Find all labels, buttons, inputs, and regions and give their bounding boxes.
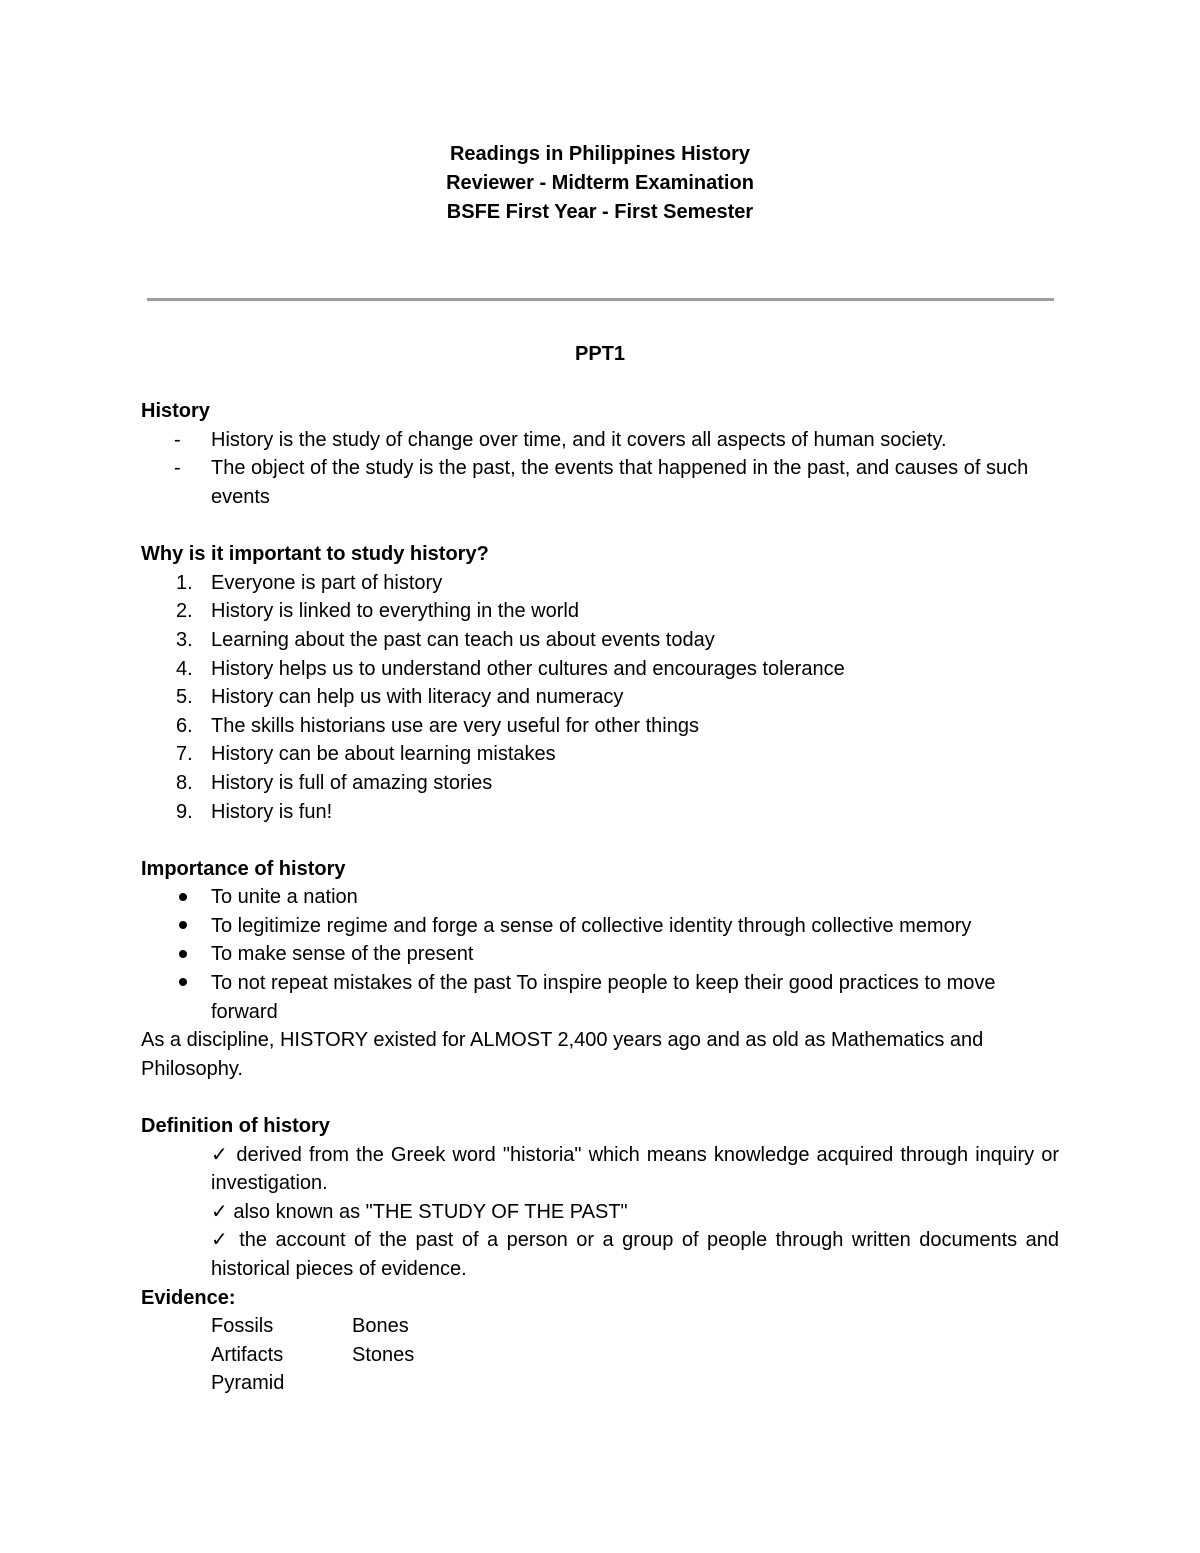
evidence-grid (141, 1312, 1059, 1398)
importance-heading: Importance of history (141, 857, 346, 880)
list-item-text: History is full of amazing stories (211, 771, 493, 794)
list-item-text: To legitimize regime and forge a sense of collective identity through collective memory (211, 914, 972, 937)
check-icon: ✓ (211, 1229, 231, 1252)
list-item-text: History is linked to everything in the world (211, 600, 579, 623)
list-item (141, 1226, 1059, 1283)
document-body (141, 340, 1059, 1398)
list-item-text: Everyone is part of history (211, 571, 443, 594)
list-item-text: History is the study of change over time, and it covers all aspects of human society. (211, 428, 947, 451)
list-item (141, 883, 1059, 912)
discipline-paragraph: As a discipline, HISTORY existed for ALMOST 2,400 years ago and as old as Mathematics and Philosophy. (141, 1029, 984, 1080)
check-icon: ✓ (211, 1143, 230, 1166)
list-item (141, 454, 1059, 511)
list-number: 5. (176, 686, 193, 709)
list-item (141, 712, 1059, 741)
list-number: 3. (176, 628, 193, 651)
list-item (141, 740, 1059, 769)
list-number: 8. (176, 771, 193, 794)
bullet-icon (179, 978, 187, 986)
document-title: Readings in Philippines History (449, 143, 751, 165)
definition-heading: Definition of history (141, 1115, 330, 1138)
list-item (141, 655, 1059, 684)
list-item-text: also known as "THE STUDY OF THE PAST" (233, 1200, 628, 1223)
evidence-item: Fossils (211, 1315, 274, 1338)
evidence-item: Bones (352, 1315, 409, 1338)
evidence-heading: Evidence: (141, 1286, 236, 1309)
list-item (141, 1198, 1059, 1227)
ppt-heading: PPT1 (574, 343, 626, 365)
list-item (141, 912, 1059, 941)
list-item (141, 940, 1059, 969)
list-item (141, 969, 1059, 1026)
list-item-text: The object of the study is the past, the events that happened in the past, and causes of such events (211, 457, 1029, 508)
list-number: 1. (176, 571, 193, 594)
list-number: 6. (176, 714, 193, 737)
list-item (141, 1141, 1059, 1198)
list-number: 4. (176, 657, 193, 680)
list-item-text: the account of the past of a person or a group of people through written documents and historical pieces of evidence. (211, 1229, 1059, 1280)
list-item (141, 769, 1059, 798)
list-item-text: To not repeat mistakes of the past To inspire people to keep their good practices to move forward (211, 972, 996, 1023)
list-number: 2. (176, 600, 193, 623)
list-item-text: derived from the Greek word "historia" which means knowledge acquired through inquiry or investigation. (211, 1143, 1059, 1195)
list-number: 9. (176, 800, 193, 823)
list-item (141, 683, 1059, 712)
list-item (141, 426, 1059, 455)
check-icon: ✓ (211, 1200, 228, 1223)
list-item (141, 597, 1059, 626)
history-heading: History (141, 400, 210, 423)
list-item (141, 569, 1059, 598)
document-subtitle: Reviewer - Midterm Examination (446, 172, 754, 194)
horizontal-divider (147, 298, 1054, 301)
list-item (141, 798, 1059, 827)
evidence-item: Artifacts (211, 1343, 284, 1366)
bullet-icon (179, 921, 187, 929)
list-number: 7. (176, 743, 193, 766)
evidence-item: Stones (352, 1343, 415, 1366)
dash-marker: - (174, 428, 181, 451)
evidence-item: Pyramid (211, 1372, 285, 1395)
bullet-icon (179, 950, 187, 958)
list-item-text: Learning about the past can teach us about events today (211, 628, 715, 651)
bullet-icon (179, 893, 187, 901)
why-heading: Why is it important to study history? (141, 543, 489, 566)
list-item-text: The skills historians use are very useful for other things (211, 714, 699, 737)
list-item-text: To unite a nation (211, 886, 358, 909)
list-item-text: To make sense of the present (211, 943, 474, 966)
list-item-text: History can help us with literacy and numeracy (211, 686, 624, 709)
dash-marker: - (174, 457, 181, 480)
list-item-text: History helps us to understand other cultures and encourages tolerance (211, 657, 845, 680)
course-info: BSFE First Year - First Semester (446, 201, 754, 223)
list-item-text: History is fun! (211, 800, 333, 823)
list-item-text: History can be about learning mistakes (211, 743, 556, 766)
document-header (0, 140, 1200, 227)
list-item (141, 626, 1059, 655)
